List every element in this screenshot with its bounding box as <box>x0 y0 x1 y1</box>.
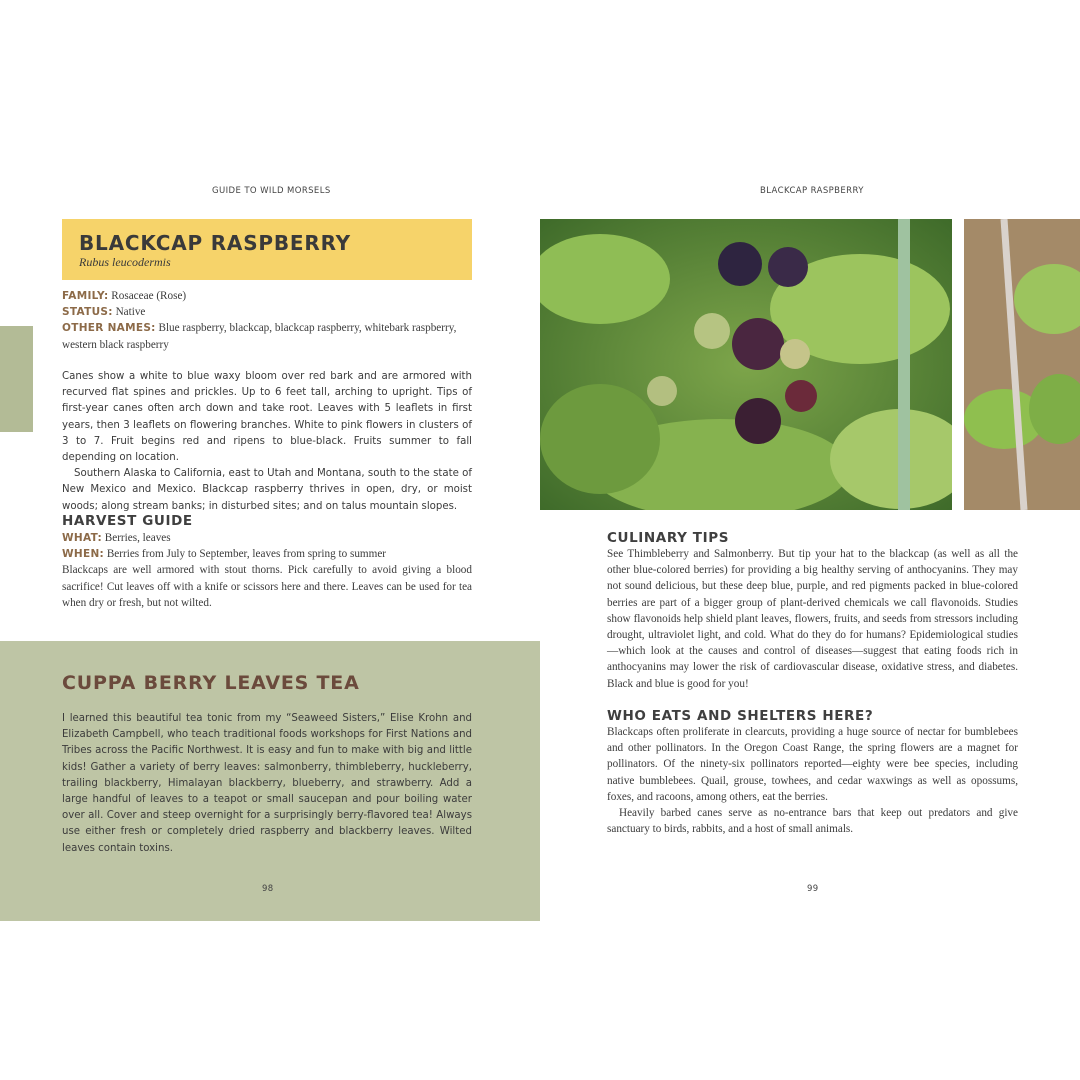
berry <box>735 398 781 444</box>
tea-text: I learned this beautiful tea tonic from my “Seaweed Sisters,” Elise Krohn and Elizabeth Campbell, who teach traditional foods workshops for First Nations and Tribes across the Pacific Northwest. It is easy and fun to make with big and little kids! Gather a variety of berry leaves: salmonberry, thimbleberry, huckleberry, trailing blackberry, Himalayan blackberry, blueberry, and strawberry. Add a large handful of leaves to a teapot or small saucepan and pour boiling water over all. Cover and steep overnight for a surprisingly berry-flavored tea! Always use either fresh or completely dried raspberry and blackberry leaves. Wilted leaves contain toxins. <box>62 713 472 854</box>
status-value: Native <box>115 306 146 319</box>
who-eats-para: Heavily barbed canes serve as no-entrance bars that keep out predators and give sanctuary to birds, rabbits, and a host of small animals. <box>607 807 1018 836</box>
tea-heading: CUPPA BERRY LEAVES TEA <box>62 672 360 694</box>
berry-photo-cane <box>964 219 1080 510</box>
berry <box>732 318 784 370</box>
cane <box>898 219 910 510</box>
status-label: STATUS: <box>62 306 113 319</box>
who-eats-heading: WHO EATS AND SHELTERS HERE? <box>607 708 874 724</box>
harvest-heading: HARVEST GUIDE <box>62 513 193 529</box>
running-head-right: BLACKCAP RASPBERRY <box>760 186 864 196</box>
what-value: Berries, leaves <box>104 532 171 544</box>
berry <box>718 242 762 286</box>
culinary-heading: CULINARY TIPS <box>607 530 730 546</box>
description-para: Canes show a white to blue waxy bloom over red bark and are armored with recurved flat spines and prickles. Up to 6 feet tall, arching to upright. Tips of first-year canes often arch down and take root. Leaves with 5 leaflets in first years, then 3 leaflets on flowering branches. White to pink flowers in clusters of 3 to 7. Fruit begins red and ripens to blue-black. Fruits summer to fall depending on location. <box>62 371 472 464</box>
leaf <box>540 384 660 494</box>
plant-facts <box>62 288 472 353</box>
berry <box>780 339 810 369</box>
what-label: WHAT: <box>62 532 102 544</box>
when-label: WHEN: <box>62 548 105 561</box>
page-number-right: 99 <box>807 884 819 894</box>
latin-name: Rubus leucodermis <box>79 255 171 269</box>
when-value: Berries from July to September, leaves from spring to summer <box>106 548 387 561</box>
who-eats <box>607 708 1018 837</box>
berry <box>694 313 730 349</box>
other-names-label: OTHER NAMES: <box>62 322 156 335</box>
culinary-text: See Thimbleberry and Salmonberry. But tip your hat to the blackcap (as well as all the other blue-colored berries) for providing a big healthy serving of anthocyanins. They may not sound delicious, but these deep blue, purple, and red pigments packed in blue-colored berries are part of a bigger group of plant-derived chemicals we call flavonoids. Studies show flavonoids help shield plant leaves, flowers, fruits, and seeds from stressors including drought, ultraviolet light, and cold. What do they do for humans? Epidemiological studies—which look at the causes and control of diseases—suggest that eating foods rich in anthocyanins may lower the risk of cardiovascular disease, oxidative stress, and diabetes. Black and blue is good for you! <box>607 548 1018 690</box>
description-para: Southern Alaska to California, east to Utah and Montana, south to the state of New Mexico and Mexico. Blackcap raspberry thrives in open, dry, or moist woods; along stream banks; in disturbed sites; and on talus mountain slopes. <box>62 468 472 512</box>
family-value: Rosaceae (Rose) <box>111 290 187 302</box>
running-head-left: GUIDE TO WILD MORSELS <box>212 186 331 196</box>
berry <box>785 380 817 412</box>
description <box>62 369 472 515</box>
chapter-tab <box>0 326 33 432</box>
harvest-guide <box>62 513 472 611</box>
title-box <box>62 219 472 280</box>
who-eats-para: Blackcaps often proliferate in clearcuts, providing a huge source of nectar for bumblebees and other pollinators. In the Oregon Coast Range, the spring flowers are a magnet for pollinators. Of the ninety-six pollinators reported—eighty were bee species, including native bumblebees. Quail, grouse, towhees, and cedar waxwings as well as opossums, foxes, and racoons, among others, eat the berries. <box>607 726 1018 803</box>
other-names-value: Blue raspberry, blackcap, blackcap raspberry, whitebark raspberry, western black raspberry <box>62 322 457 351</box>
berry-photo-main <box>540 219 952 510</box>
page-title: BLACKCAP RASPBERRY <box>79 231 351 255</box>
berry <box>647 376 677 406</box>
page-number-left: 98 <box>262 884 274 894</box>
berry <box>768 247 808 287</box>
culinary-tips <box>607 530 1018 692</box>
family-label: FAMILY: <box>62 290 109 302</box>
tea-sidebar <box>0 641 540 921</box>
harvest-text: Blackcaps are well armored with stout thorns. Pick carefully to avoid giving a blood sacrifice! Cut leaves off with a knife or scissors here and there. Leaves can be used for tea when dry or fresh, but not wilted. <box>62 564 472 609</box>
